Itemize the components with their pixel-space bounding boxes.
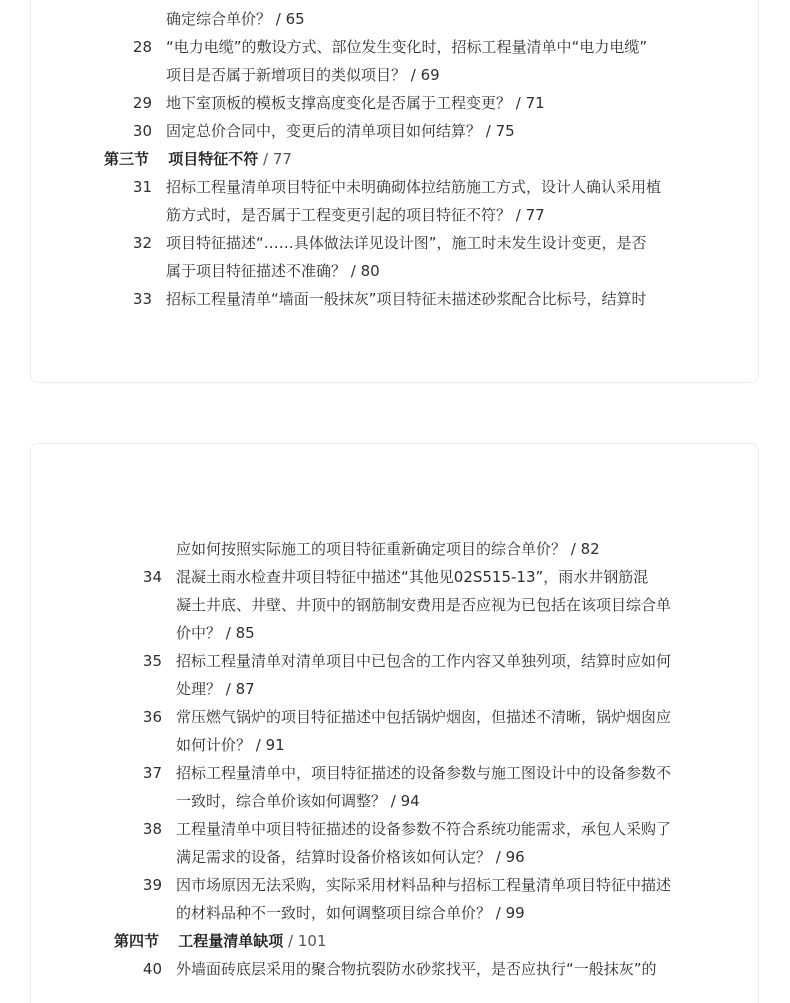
entry-number: 30 — [132, 122, 152, 140]
entry-number: 35 — [142, 652, 162, 670]
toc-line: 满足需求的设备，结算时设备价格该如何认定？ / 96 — [176, 848, 525, 866]
toc-line: 外墙面砖底层采用的聚合物抗裂防水砂浆找平，是否应执行“一般抹灰”的 — [176, 960, 657, 978]
toc-line: 常压燃气锅炉的项目特征描述中包括锅炉烟囱，但描述不清晰，锅炉烟囱应 — [176, 708, 672, 726]
entry-number: 40 — [142, 960, 162, 978]
toc-line: 因市场原因无法采购，实际采用材料品种与招标工程量清单项目特征中描述 — [176, 876, 672, 894]
toc-line: 一致时，综合单价该如何调整？ / 94 — [176, 792, 420, 810]
toc-line: 固定总价合同中，变更后的清单项目如何结算？ / 75 — [166, 122, 515, 140]
toc-line: “电力电缆”的敷设方式、部位发生变化时，招标工程量清单中“电力电缆” — [166, 38, 648, 56]
section-label: 第三节 — [104, 150, 150, 168]
toc-line: 招标工程量清单对清单项目中已包含的工作内容又单独列项，结算时应如何 — [176, 652, 672, 670]
entry-number: 31 — [132, 178, 152, 196]
section-heading — [114, 931, 327, 951]
entry-number: 38 — [142, 820, 162, 838]
toc-line: 如何计价？ / 91 — [176, 736, 285, 754]
entry-number: 37 — [142, 764, 162, 782]
entry-number: 36 — [142, 708, 162, 726]
toc-line: 确定综合单价？ / 65 — [166, 10, 305, 28]
toc-line: 应如何按照实际施工的项目特征重新确定项目的综合单价？ / 82 — [176, 540, 600, 558]
toc-line: 混凝土雨水检查井项目特征中描述“其他见02S515-13”，雨水井钢筋混 — [176, 568, 649, 586]
entry-number: 29 — [132, 94, 152, 112]
entry-number: 39 — [142, 876, 162, 894]
section-title: 项目特征不符 — [168, 150, 259, 168]
toc-line: 招标工程量清单项目特征中未明确砌体拉结筋施工方式，设计人确认采用植 — [166, 178, 662, 196]
section-page: / 101 — [283, 932, 327, 950]
section-title: 工程量清单缺项 — [178, 932, 284, 950]
toc-line: 工程量清单中项目特征描述的设备参数不符合系统功能需求，承包人采购了 — [176, 820, 672, 838]
toc-line: 价中？ / 85 — [176, 624, 255, 642]
toc-line: 地下室顶板的模板支撑高度变化是否属于工程变更？ / 71 — [166, 94, 545, 112]
toc-line: 招标工程量清单“墙面一般抹灰”项目特征未描述砂浆配合比标号，结算时 — [166, 290, 647, 308]
section-heading — [104, 149, 292, 169]
toc-line: 属于项目特征描述不准确？ / 80 — [166, 262, 380, 280]
entry-number: 33 — [132, 290, 152, 308]
section-page: / 77 — [258, 150, 292, 168]
toc-line: 筋方式时，是否属于工程变更引起的项目特征不符？ / 77 — [166, 206, 545, 224]
toc-line: 项目特征描述“……具体做法详见设计图”，施工时未发生设计变更，是否 — [166, 234, 647, 252]
entry-number: 32 — [132, 234, 152, 252]
toc-line: 的材料品种不一致时，如何调整项目综合单价？ / 99 — [176, 904, 525, 922]
section-label: 第四节 — [114, 932, 160, 950]
toc-line: 招标工程量清单中，项目特征描述的设备参数与施工图设计中的设备参数不 — [176, 764, 672, 782]
entry-number: 34 — [142, 568, 162, 586]
toc-line: 凝土井底、井壁、井顶中的钢筋制安费用是否应视为已包括在该项目综合单 — [176, 596, 672, 614]
entry-number: 28 — [132, 38, 152, 56]
toc-line: 处理？ / 87 — [176, 680, 255, 698]
toc-line: 项目是否属于新增项目的类似项目？ / 69 — [166, 66, 440, 84]
